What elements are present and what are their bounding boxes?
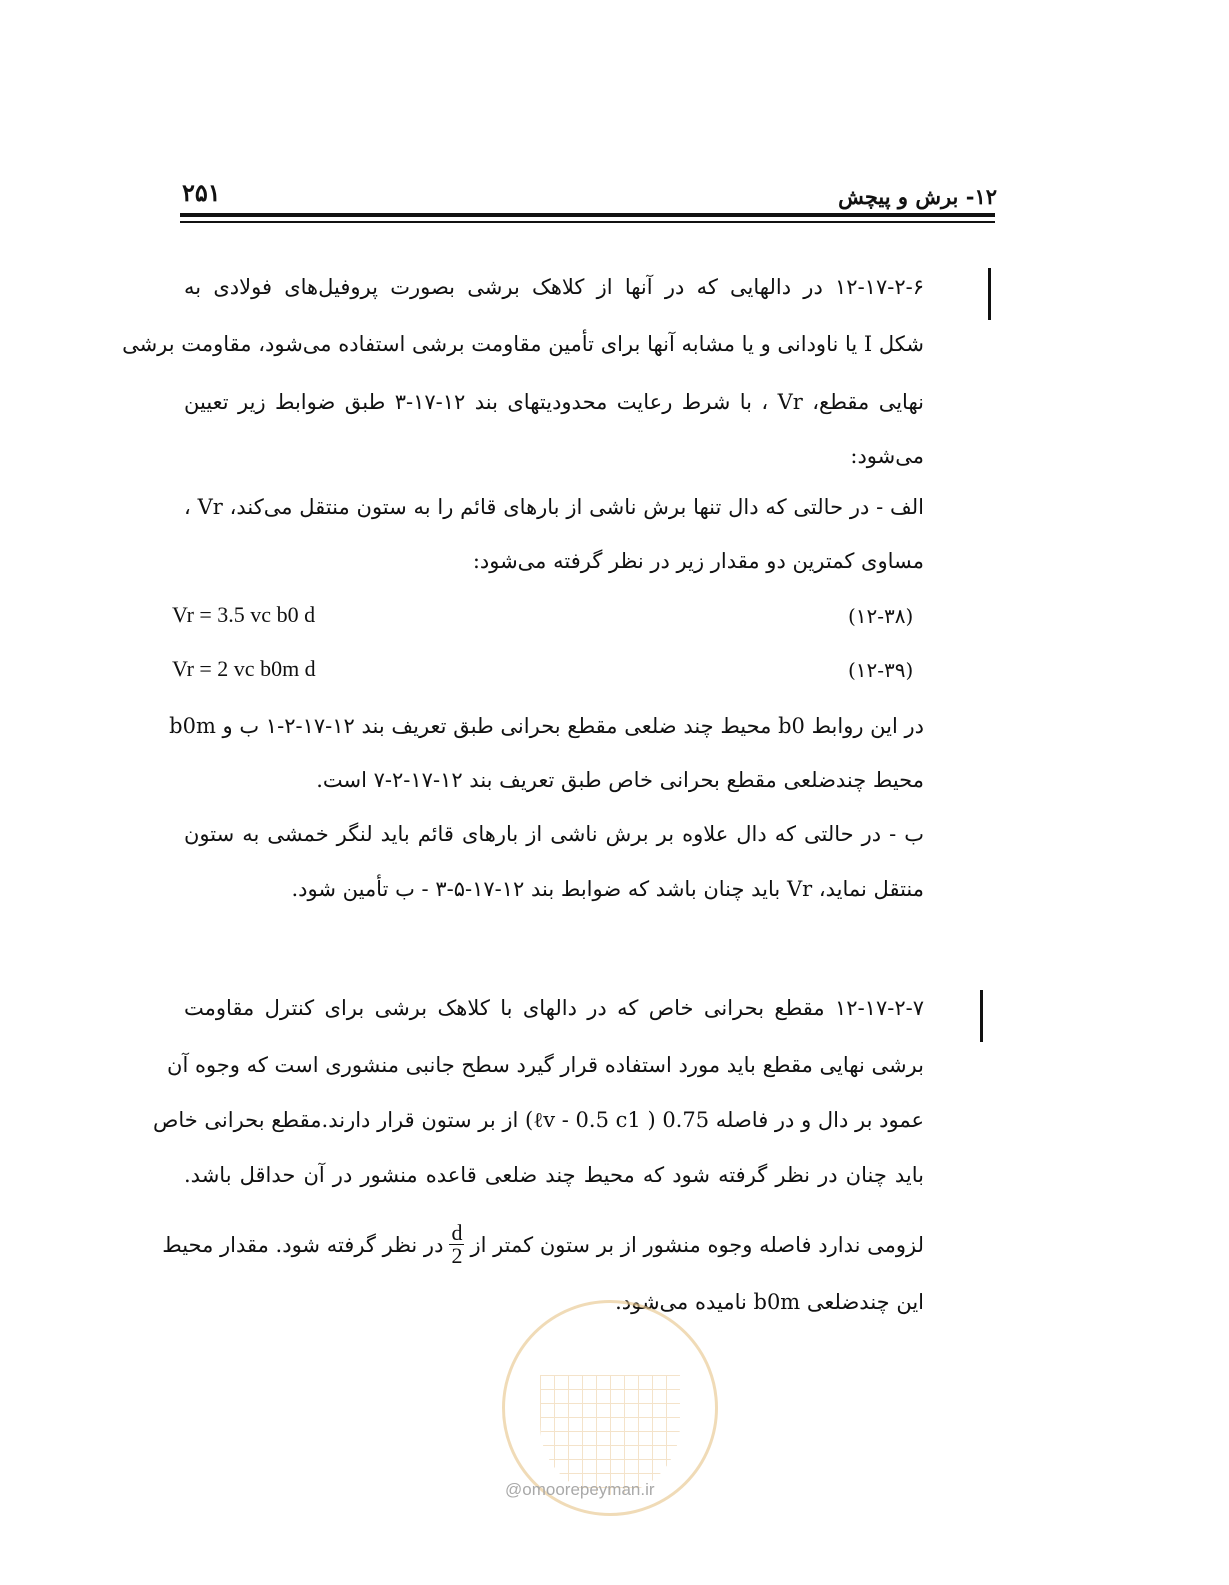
margin-bar-section-6 (988, 268, 991, 320)
header-rule-thick (180, 213, 995, 217)
paragraph-line: ۱۲-۱۷-۲-۷ مقطع بحرانی خاص که در دالهای با کلاهک برشی برای کنترل مقاومت (184, 996, 924, 1020)
equation-38: Vr = 3.5 vc b0 d (172, 602, 316, 627)
paragraph-line: باید چنان در نظر گرفته شود که محیط چند ضلعی قاعده منشور در آن حداقل باشد. (184, 1163, 924, 1187)
paragraph-line: مساوی کمترین دو مقدار زیر در نظر گرفته می‌شود: (472, 549, 924, 573)
paragraph-line: این چندضلعی b0m نامیده می‌شود. (615, 1290, 924, 1314)
fraction-d-over-2 (449, 1222, 464, 1267)
header-rule-thin (180, 221, 995, 223)
paragraph-line: عمود بر دال و در فاصله 0.75 ( ℓv - 0.5 c1) از بر ستون قرار دارند.مقطع بحرانی خاص (152, 1108, 924, 1132)
paragraph-line: می‌شود: (850, 444, 924, 468)
fraction-line-end: در نظر گرفته شود. مقدار محیط (162, 1232, 444, 1257)
paragraph-line: محیط چندضلعی مقطع بحرانی خاص طبق تعریف بند ۱۲-۱۷-۲-۷ است. (316, 768, 924, 792)
page-number: ۲۵۱ (182, 178, 221, 207)
chapter-title: ۱۲- برش و پیچش (838, 184, 997, 209)
equation-number-38: (۱۲-۳۸) (848, 604, 914, 628)
margin-bar-section-7 (980, 990, 983, 1042)
paragraph-line-with-fraction (162, 1220, 924, 1268)
paragraph-line: نهایی مقطع، Vr ، با شرط رعایت محدودیتهای بند ۱۲-۱۷-۳ طبق ضوابط زیر تعیین (184, 390, 924, 414)
paragraph-line: برشی نهایی مقطع باید مورد استفاده قرار گیرد سطح جانبی منشوری است که وجوه آن (167, 1053, 924, 1077)
fraction-numerator: d (451, 1220, 463, 1245)
watermark-url: @omoorepeyman.ir (505, 1480, 655, 1499)
paragraph-line: ب - در حالتی که دال علاوه بر برش ناشی از بارهای قائم باید لنگر خمشی به ستون (184, 822, 924, 846)
paragraph-line: الف - در حالتی که دال تنها برش ناشی از بارهای قائم را به ستون منتقل می‌کند، Vr ، (184, 495, 924, 519)
paragraph-line: منتقل نماید، Vr باید چنان باشد که ضوابط بند ۱۲-۱۷-۵-۳ - ب تأمین شود. (291, 877, 924, 901)
paragraph-line: شکل I یا ناودانی و یا مشابه آنها برای تأمین مقاومت برشی استفاده می‌شود، مقاومت برشی (122, 332, 924, 356)
equation-number-39: (۱۲-۳۹) (848, 658, 914, 682)
paragraph-line: در این روابط b0 محیط چند ضلعی مقطع بحرانی طبق تعریف بند ۱۲-۱۷-۲-۱ ب و b0m (169, 714, 924, 738)
equation-39: Vr = 2 vc b0m d (172, 656, 316, 681)
fraction-denominator: 2 (451, 1243, 463, 1268)
fraction-line-start: لزومی ندارد فاصله وجوه منشور از بر ستون کمتر از (470, 1232, 924, 1257)
paragraph-line: ۱۲-۱۷-۲-۶ در دالهایی که در آنها از کلاهک برشی بصورت پروفیل‌های فولادی به (184, 275, 924, 299)
